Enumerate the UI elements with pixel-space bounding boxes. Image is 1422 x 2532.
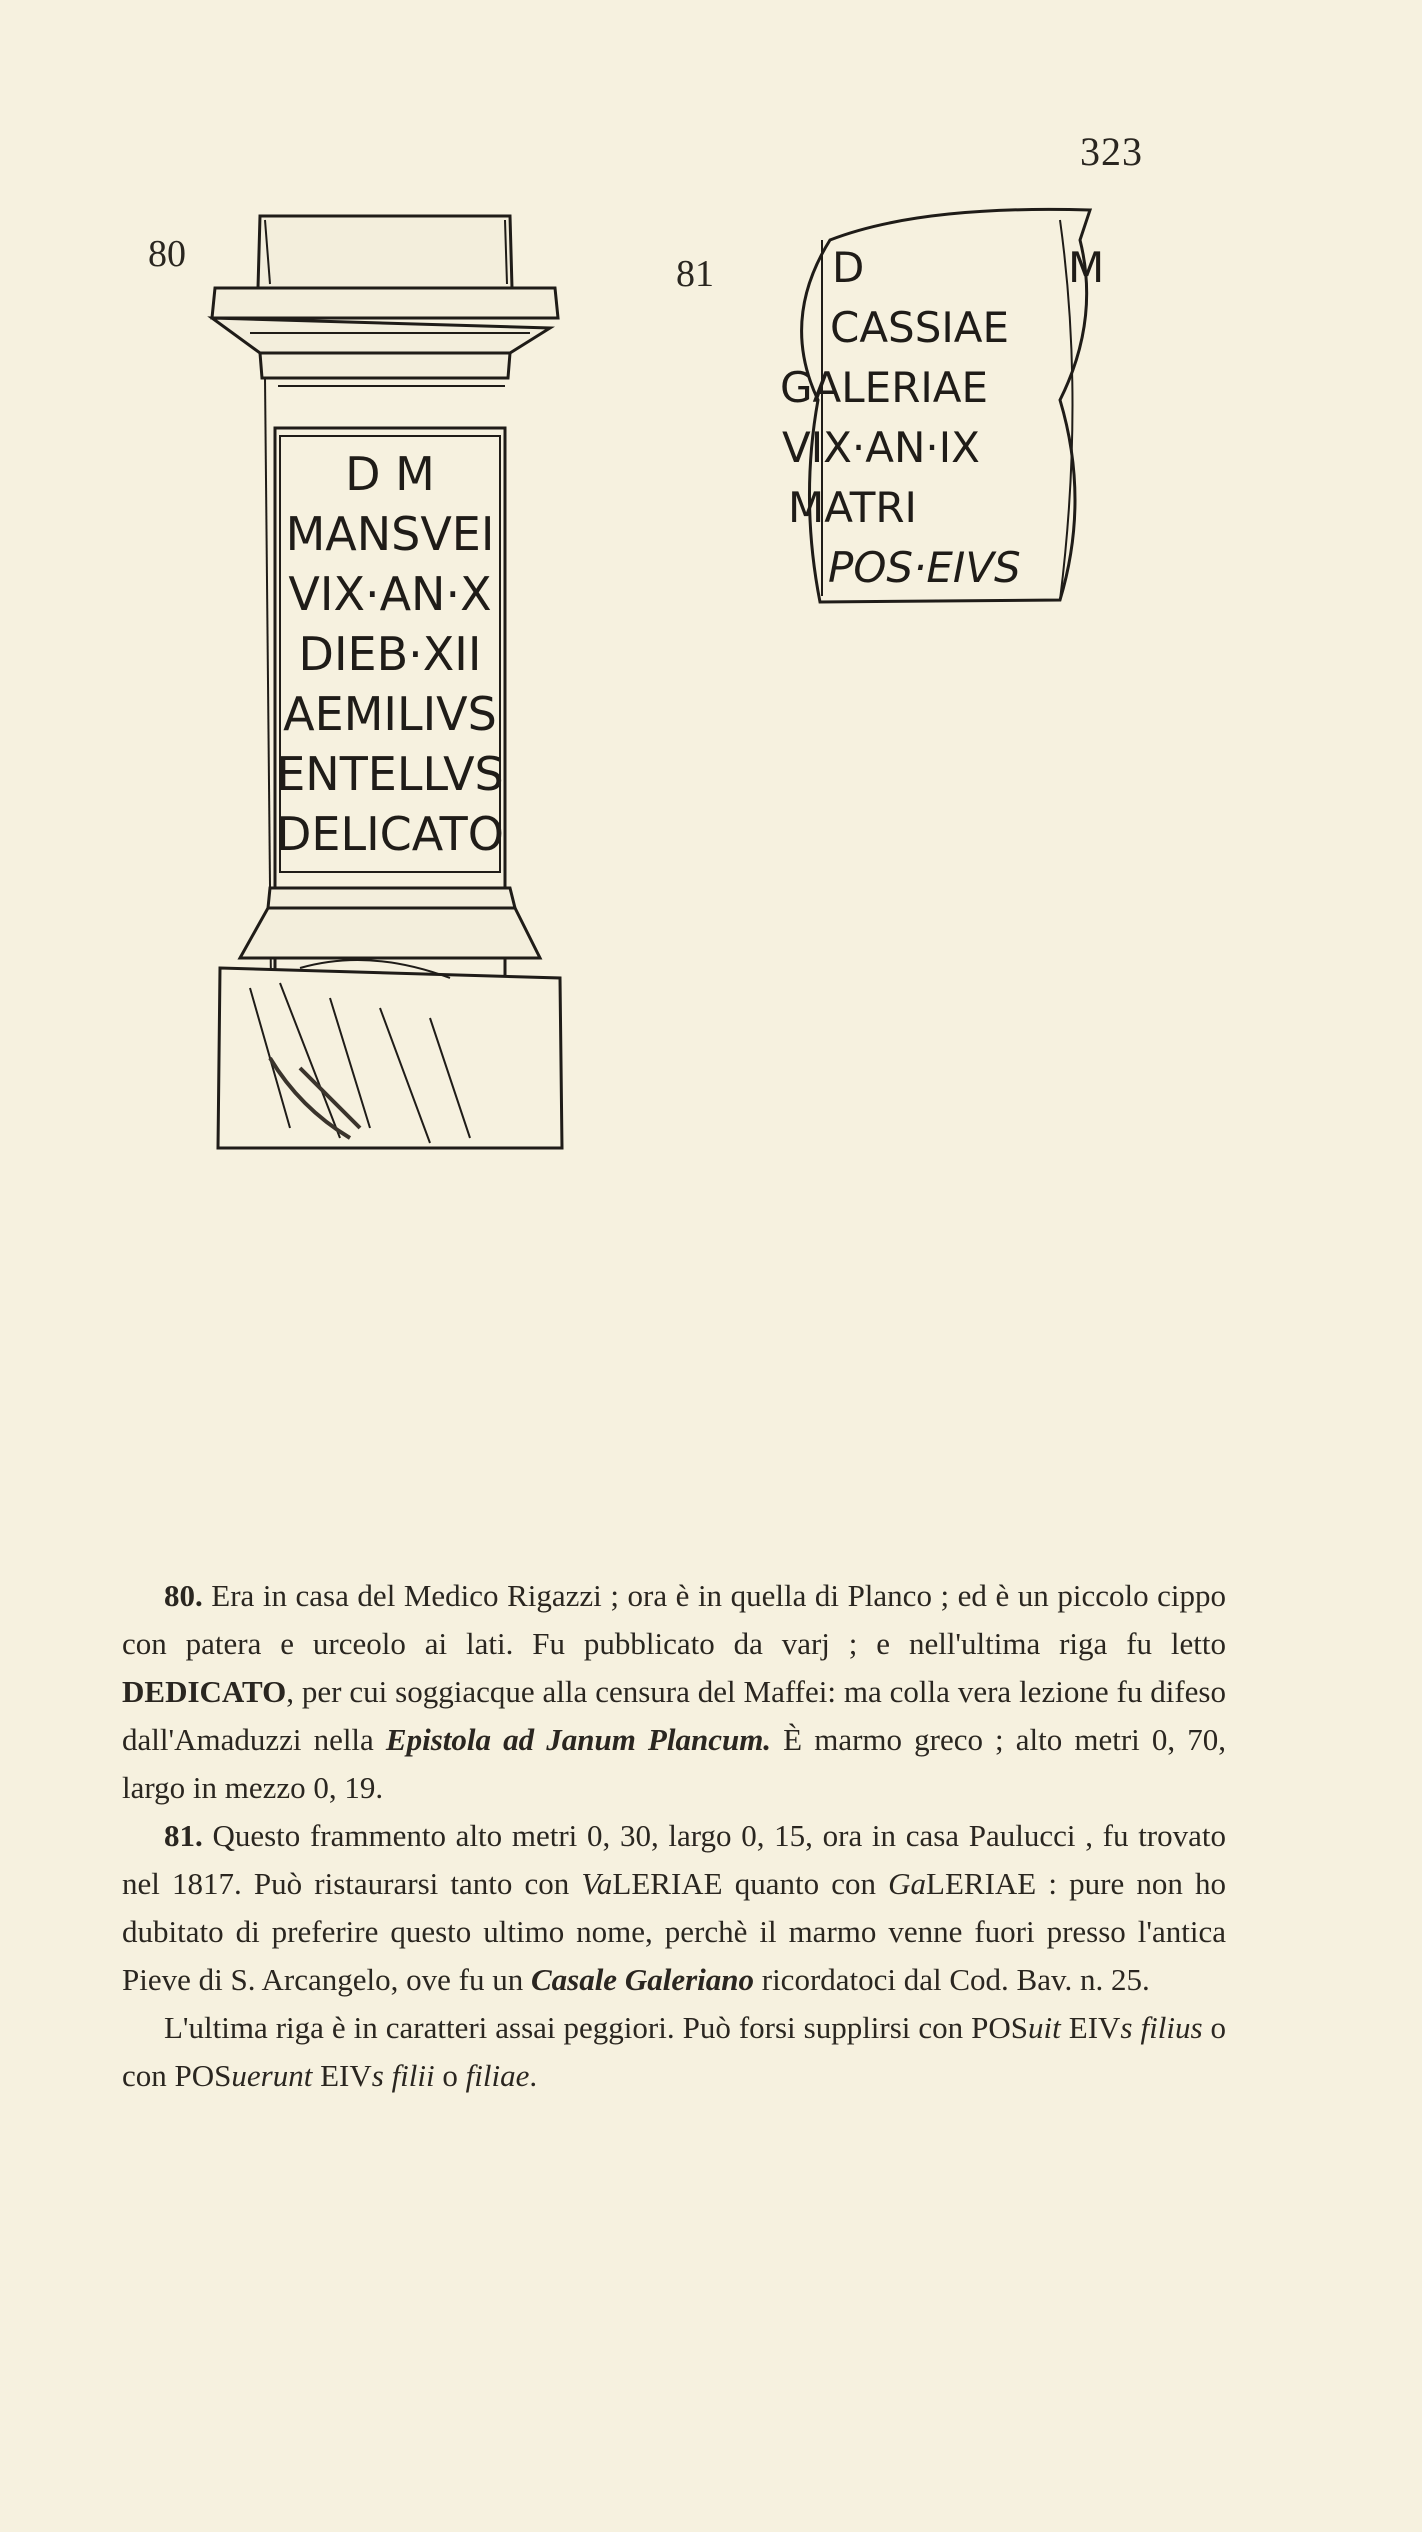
paragraph-81-text-4: ricordatoci dal Cod. Bav. n. 25.	[754, 1962, 1150, 1997]
paragraph-81	[122, 1812, 1226, 2004]
paragraph-81-number: 81.	[164, 1818, 203, 1853]
paragraph-80-number: 80.	[164, 1578, 203, 1613]
paragraph-3-text-6: .	[529, 2058, 538, 2093]
paragraph-3-text-4: EIV	[312, 2058, 372, 2093]
paragraph-3-uit: uit	[1028, 2010, 1061, 2045]
fig80-inscription-line-2: MANSVEI	[285, 507, 495, 561]
paragraph-81-casale: Casale Galeriano	[530, 1962, 754, 1997]
fragment-drawing	[760, 200, 1130, 620]
paragraph-80-dedicato: DEDICATO	[122, 1674, 287, 1709]
paragraph-80-text-3: È marmo greco ; alto metri 0, 70, largo in mezzo 0, 19.	[122, 1722, 1226, 1805]
paragraph-3-filius: filius	[1140, 2010, 1203, 2045]
fig81-inscription-line-2: CASSIAE	[830, 303, 1010, 352]
fig81-inscription-line-4: VIX·AN·IX	[782, 423, 980, 472]
cippo-drawing	[210, 208, 570, 1158]
paragraph-81-text-1: Questo frammento alto metri 0, 30, largo 0, 15, ora in casa Paulucci , fu trovato nel 1817. Può ristaurarsi tanto con	[122, 1818, 1226, 1901]
paragraph-81-ga: Ga	[888, 1866, 927, 1901]
fig80-inscription-line-5: AEMILIVS	[283, 687, 497, 741]
fig80-inscription-line-7: DELICATO	[275, 807, 505, 861]
paragraph-last-line	[122, 2004, 1226, 2100]
paragraph-3-filii: filii	[391, 2058, 435, 2093]
paragraph-3-uerunt: uerunt	[231, 2058, 313, 2093]
paragraph-80-text-1: Era in casa del Medico Rigazzi ; ora è in quella di Planco ; ed è un piccolo cippo con patera e urceolo ai lati. Fu pubblicato da varj ; e nell'ultima riga fu letto	[122, 1578, 1226, 1661]
paragraph-3-text-1: L'ultima riga è in caratteri assai peggiori. Può forsi supplirsi con POS	[164, 2010, 1029, 2045]
paragraph-3-text-3: o con POS	[122, 2010, 1227, 2093]
figure-81-label: 81	[676, 253, 714, 295]
fig81-inscription-d: D	[832, 243, 865, 292]
fig81-inscription-line-5: MATRI	[788, 483, 917, 532]
paragraph-3-filiae: filiae	[465, 2058, 530, 2093]
paragraph-80-epistola: Epistola ad Janum Plancum.	[385, 1722, 772, 1757]
fig81-inscription-m: M	[1068, 243, 1105, 292]
commentary	[122, 1572, 1226, 2100]
paragraph-81-text-2: LERIAE quanto con	[612, 1866, 889, 1901]
paragraph-3-text-2: EIV	[1060, 2010, 1121, 2045]
fig80-inscription-line-3: VIX·AN·X	[288, 567, 492, 621]
paragraph-3-text-5: o	[434, 2058, 466, 2093]
page-number: 323	[1080, 129, 1143, 174]
fig81-inscription-line-3: GALERIAE	[780, 363, 989, 412]
paragraph-81-va: Va	[581, 1866, 613, 1901]
paragraph-81-text-3: LERIAE : pure non ho dubitato di preferire questo ultimo nome, perchè il marmo venne fuori presso l'antica Pieve di S. Arcangelo, ove fu un	[122, 1866, 1226, 1997]
fig80-inscription-line-1: D M	[345, 447, 435, 501]
paragraph-3-s-1: s	[1120, 2010, 1133, 2045]
paragraph-3-s-2: s	[371, 2058, 384, 2093]
figure-80-label: 80	[148, 233, 186, 275]
fig81-inscription-line-6: POS·EIVS	[828, 543, 1021, 592]
paragraph-80-text-2: , per cui soggiacque alla censura del Maffei: ma colla vera lezione fu difeso dall'Amaduzzi nella	[122, 1674, 1226, 1757]
paragraph-80	[122, 1572, 1226, 1812]
fig80-inscription-line-6: ENTELLVS	[276, 747, 504, 801]
fig80-inscription-line-4: DIEB·XII	[298, 627, 482, 681]
